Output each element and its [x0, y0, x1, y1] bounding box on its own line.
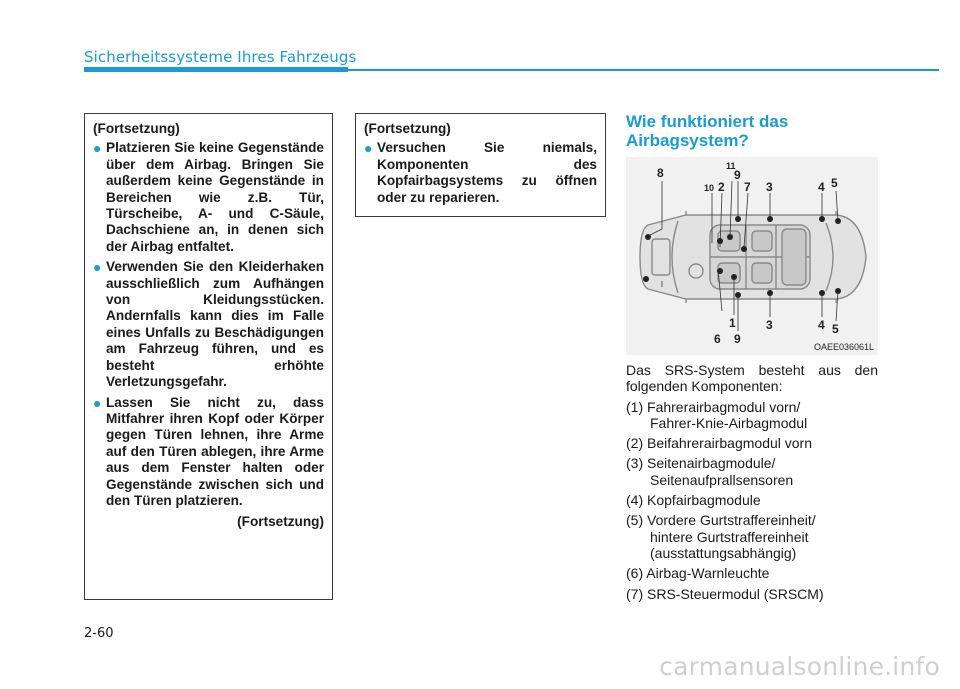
component-item: (1) Fahrerairbagmodul vorn/ Fahrer-Knie-Airbagmodul [626, 398, 808, 431]
continued-label: (Fortsetzung) [237, 514, 324, 530]
bullet-icon: ● [93, 140, 102, 157]
component-item: (2) Beifahrerairbagmodul vorn [626, 435, 812, 452]
component-item: (6) Airbag-Warnleuchte [626, 565, 770, 582]
bullet-icon: ● [364, 140, 373, 157]
diagram-label: 9 [734, 168, 741, 182]
component-item: (5) Vordere Gurtstraffereinheit/ hintere Gurtstraffereinheit (ausstattungsabhängig) [626, 512, 816, 561]
warning-item: ● Versuchen Sie niemals, Komponenten des Kopfairbagsystems zu öffnen oder zu reparieren. [364, 140, 597, 205]
warning-item: ● Verwenden Sie den Kleiderhaken ausschließlich zum Aufhängen von Kleidungsstücken. Andernfalls kann dies im Falle eines Unfalls zu Beschädigungen am Fahrzeug führen, und es besteht erhöhte Verletzungsgefahr. [93, 259, 324, 390]
diagram-label: 3 [766, 318, 773, 332]
warning-item: ● Platzieren Sie keine Gegenstände über dem Airbag. Bringen Sie außerdem keine Gegenstände in Bereichen wie z.B. Tür, Türscheibe, A- und C-Säule, Dachschiene an, in denen sich der Airbag entfaltet. [93, 140, 324, 254]
component-item: (4) Kopfairbagmodule [626, 492, 761, 509]
airbag-diagram [626, 157, 878, 355]
diagram-label: 2 [718, 180, 725, 194]
page-number: 2-60 [84, 626, 114, 641]
section-title: Sicherheitssysteme Ihres Fahrzeugs [84, 48, 357, 66]
component-description [626, 362, 878, 606]
diagram-label: 5 [832, 322, 839, 336]
watermark: carmanualsonline.info [659, 652, 940, 681]
diagram-label: 4 [818, 318, 825, 332]
warning-item: ● Lassen Sie nicht zu, dass Mitfahrer ihren Kopf oder Körper gegen Türen lehnen, ihre Arme auf den Türen ablegen, ihre Arme aus dem Fenster halten oder Gegenstände zwischen sich und den Türen platzieren. [93, 394, 324, 508]
header-rule-thin [348, 69, 939, 71]
diagram-label: 9 [734, 332, 741, 346]
diagram-label: 6 [714, 332, 721, 346]
header-rule-thick [84, 67, 348, 72]
diagram-label: 3 [766, 180, 773, 194]
diagram-label: 1 [729, 316, 736, 330]
airbag-heading: Wie funktioniert das Airbagsystem? [626, 112, 789, 150]
diagram-label: 10 [704, 183, 715, 193]
bullet-icon: ● [93, 259, 102, 276]
warning-list [93, 140, 324, 509]
continued-label: (Fortsetzung) [364, 121, 451, 136]
component-item: (7) SRS-Steuermodul (SRSCM) [626, 585, 824, 602]
car-body [640, 211, 866, 303]
car-topview-illustration [626, 157, 878, 355]
bullet-icon: ● [93, 394, 102, 411]
warning-box-left [84, 113, 333, 600]
continued-label: (Fortsetzung) [93, 121, 180, 136]
diagram-label: 11 [726, 161, 736, 171]
diagram-label: 5 [831, 176, 838, 190]
component-item: (3) Seitenairbagmodule/ Seitenaufprallsensoren [626, 455, 794, 488]
diagram-label: 4 [818, 180, 825, 194]
component-list [626, 399, 878, 602]
diagram-label: 7 [744, 180, 751, 194]
diagram-label: 8 [657, 166, 664, 180]
intro-text: Das SRS-System besteht aus den folgenden Komponenten: [626, 362, 878, 395]
warning-box-middle [355, 113, 606, 217]
figure-caption: OAEE036061L [813, 342, 874, 352]
warning-list [364, 140, 597, 206]
